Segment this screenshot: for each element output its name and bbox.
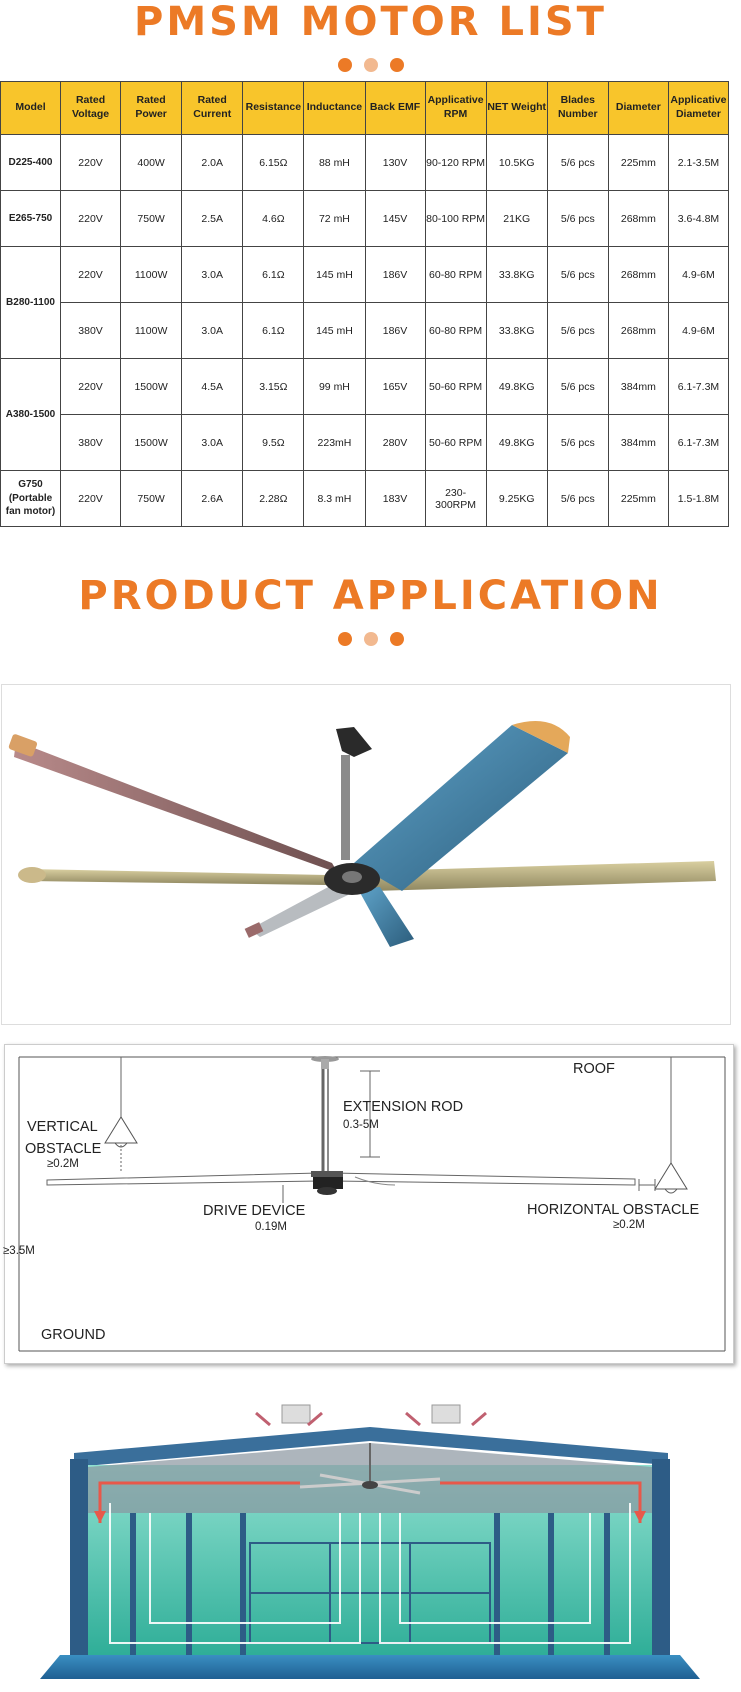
title-dots-1 [0,58,741,72]
ground-label: GROUND [41,1327,106,1343]
model-cell: E265-750 [1,191,61,247]
vertical-obstacle-label-2: OBSTACLE [25,1141,102,1157]
motor-table [0,81,729,527]
motor-list-title: PMSM MOTOR LIST [134,0,607,45]
blade-tip [8,733,38,757]
table-cell: 220V [61,191,121,247]
table-cell: 220V [61,359,121,415]
fan-blade [250,885,348,937]
table-cell: 130V [365,135,425,191]
table-cell: 21KG [486,191,547,247]
dot [338,632,352,646]
table-cell: 1.5-1.8M [668,471,728,527]
table-cell: 4.5A [182,359,243,415]
table-cell: 384mm [608,415,668,471]
horizontal-obstacle-label: HORIZONTAL OBSTACLE [527,1202,700,1218]
table-cell: 5/6 pcs [547,247,608,303]
fan-blade [28,869,327,885]
dot [364,58,378,72]
table-cell: 80-100 RPM [425,191,486,247]
extension-rod-value: 0.3-5M [343,1119,379,1131]
table-cell: 5/6 pcs [547,135,608,191]
table-cell: 183V [365,471,425,527]
table-row [1,191,729,247]
col-header: Applicative Diameter [668,82,728,135]
table-cell: 268mm [608,191,668,247]
hvls-fan-illustration [2,685,730,1024]
table-cell: 145 mH [304,247,365,303]
table-row [1,303,729,359]
table-cell: 186V [365,303,425,359]
title-dots-2 [0,632,741,646]
table-cell: 33.8KG [486,247,547,303]
col-header: Back EMF [365,82,425,135]
table-cell: 380V [61,303,121,359]
table-cell: 4.9-6M [668,303,728,359]
hub-cap [342,871,362,883]
table-cell: 1100W [121,303,182,359]
table-cell: 3.15Ω [243,359,304,415]
table-cell: 99 mH [304,359,365,415]
table-cell: 6.15Ω [243,135,304,191]
table-cell: 384mm [608,359,668,415]
table-row [1,415,729,471]
table-cell: 220V [61,247,121,303]
model-cell: B280-1100 [1,247,61,359]
table-cell: 90-120 RPM [425,135,486,191]
table-cell: 2.6A [182,471,243,527]
table-cell: 33.8KG [486,303,547,359]
table-cell: 1100W [121,247,182,303]
mount-bracket [336,727,372,757]
vertical-obstacle-value: ≥0.2M [47,1158,79,1170]
table-cell: 49.8KG [486,415,547,471]
table-cell: 50-60 RPM [425,415,486,471]
table-cell: 6.1Ω [243,303,304,359]
drive-device-label: DRIVE DEVICE [203,1203,306,1219]
col-header: Resistance [243,82,304,135]
table-cell: 280V [365,415,425,471]
table-cell: 2.28Ω [243,471,304,527]
table-cell: 88 mH [304,135,365,191]
table-cell: 5/6 pcs [547,471,608,527]
table-cell: 3.0A [182,415,243,471]
table-cell: 230-300RPM [425,471,486,527]
table-cell: 49.8KG [486,359,547,415]
table-cell: 5/6 pcs [547,415,608,471]
table-cell: 2.1-3.5M [668,135,728,191]
table-cell: 1500W [121,415,182,471]
table-cell: 380V [61,415,121,471]
installation-diagram [4,1044,734,1364]
table-cell: 5/6 pcs [547,359,608,415]
col-header: Diameter [608,82,668,135]
col-header: Model [1,82,61,135]
table-cell: 8.3 mH [304,471,365,527]
model-cell: A380-1500 [1,359,61,471]
table-cell: 268mm [608,303,668,359]
warehouse-airflow-illustration [0,1383,741,1687]
fan-blade [354,725,568,891]
horizontal-obstacle-value: ≥0.2M [613,1219,645,1231]
table-cell: 50-60 RPM [425,359,486,415]
table-cell: 9.25KG [486,471,547,527]
extension-rod-label: EXTENSION ROD [343,1099,464,1115]
model-cell: D225-400 [1,135,61,191]
table-cell: 6.1-7.3M [668,415,728,471]
table-cell: 750W [121,191,182,247]
fan-photo [1,684,731,1025]
warehouse-drawing [0,1383,741,1687]
fan-blade [358,887,414,947]
table-cell: 186V [365,247,425,303]
dot [390,632,404,646]
col-header: NET Weight [486,82,547,135]
table-cell: 220V [61,135,121,191]
table-row [1,135,729,191]
dot [364,632,378,646]
col-header: Inductance [304,82,365,135]
table-cell: 6.1Ω [243,247,304,303]
mounting-rod [341,755,350,860]
drive-device-value: 0.19M [255,1221,287,1233]
table-row [1,359,729,415]
table-cell: 400W [121,135,182,191]
table-cell: 145 mH [304,303,365,359]
table-cell: 5/6 pcs [547,303,608,359]
table-cell: 4.6Ω [243,191,304,247]
table-cell: 3.6-4.8M [668,191,728,247]
col-header: Rated Current [182,82,243,135]
table-row [1,247,729,303]
col-header: Rated Power [121,82,182,135]
col-header: Blades Number [547,82,608,135]
table-cell: 5/6 pcs [547,191,608,247]
table-cell: 9.5Ω [243,415,304,471]
table-cell: 223mH [304,415,365,471]
product-application-title: PRODUCT APPLICATION [78,573,663,619]
table-cell: 268mm [608,247,668,303]
roof-label: ROOF [573,1061,615,1077]
table-cell: 165V [365,359,425,415]
table-cell: 225mm [608,135,668,191]
table-cell: 60-80 RPM [425,247,486,303]
fan-blade [14,741,338,873]
table-cell: 145V [365,191,425,247]
table-cell: 1500W [121,359,182,415]
vertical-obstacle-label: VERTICAL [27,1119,98,1135]
table-cell: 4.9-6M [668,247,728,303]
dot [390,58,404,72]
table-cell: 750W [121,471,182,527]
table-cell: 72 mH [304,191,365,247]
table-cell: 225mm [608,471,668,527]
table-cell: 3.0A [182,247,243,303]
table-cell: 220V [61,471,121,527]
height-value: ≥3.5M [3,1245,35,1257]
blade-tip [18,867,46,883]
model-cell: G750 (Portable fan motor) [1,471,61,527]
table-cell: 2.0A [182,135,243,191]
col-header: Applicative RPM [425,82,486,135]
table-row [1,471,729,527]
table-header-row [1,82,729,135]
col-header: Rated Voltage [61,82,121,135]
dot [338,58,352,72]
table-cell: 60-80 RPM [425,303,486,359]
table-cell: 2.5A [182,191,243,247]
table-cell: 6.1-7.3M [668,359,728,415]
table-cell: 10.5KG [486,135,547,191]
table-cell: 3.0A [182,303,243,359]
